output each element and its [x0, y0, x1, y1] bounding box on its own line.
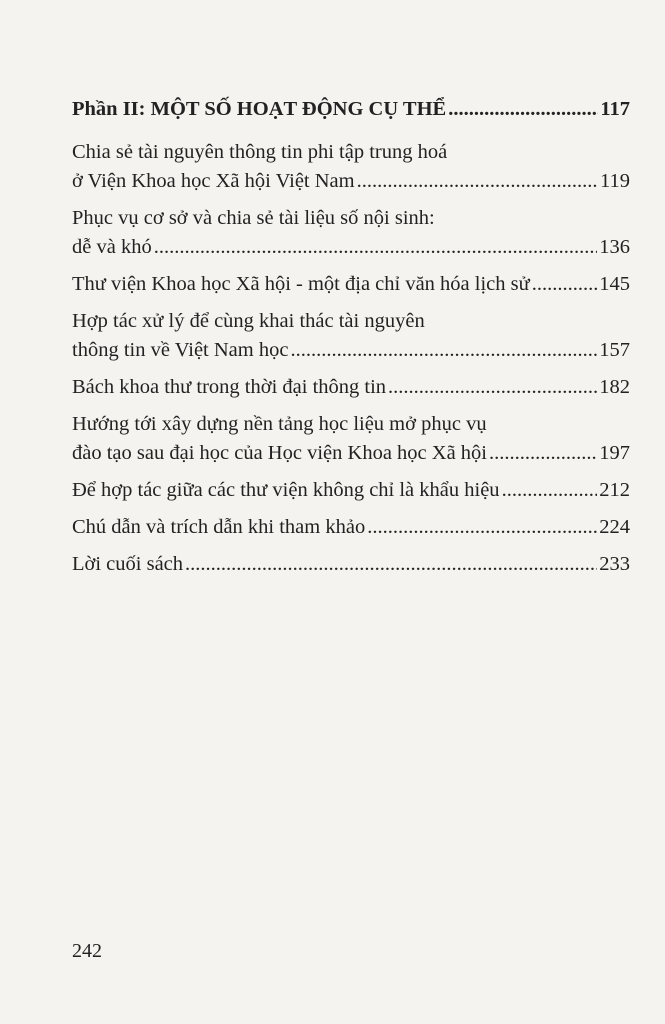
toc-entry — [72, 373, 630, 402]
entry-page: 233 — [599, 553, 630, 575]
entry-page: 119 — [600, 170, 630, 192]
entry-title: Bách khoa thư trong thời đại thông tin — [72, 376, 387, 398]
entry-title-line1: Phục vụ cơ sở và chia sẻ tài liệu số nội sinh: — [72, 207, 435, 229]
leader-dots — [290, 336, 597, 365]
leader-dots — [154, 233, 598, 262]
leader-dots — [357, 167, 598, 196]
toc-entry — [72, 307, 630, 365]
entry-page: 197 — [599, 442, 630, 464]
entry-title-line2: thông tin về Việt Nam học — [72, 339, 289, 361]
entry-title-line2: ở Viện Khoa học Xã hội Việt Nam — [72, 170, 355, 192]
entry-page: 145 — [599, 273, 630, 295]
leader-dots — [532, 270, 598, 299]
entry-title: Để hợp tác giữa các thư viện không chỉ là khẩu hiệu — [72, 479, 500, 501]
leader-dots — [489, 439, 597, 468]
table-of-contents — [72, 95, 630, 587]
toc-entry — [72, 476, 630, 505]
section-title: Phần II: MỘT SỐ HOẠT ĐỘNG CỤ THỂ — [72, 98, 447, 120]
toc-entry — [72, 270, 630, 299]
entry-page: 182 — [599, 376, 630, 398]
entry-page: 136 — [599, 236, 630, 258]
leader-dots — [367, 513, 597, 542]
entry-title-line1: Chia sẻ tài nguyên thông tin phi tập trung hoá — [72, 141, 448, 163]
toc-entry — [72, 410, 630, 468]
toc-entry — [72, 513, 630, 542]
entry-title: Chú dẫn và trích dẫn khi tham khảo — [72, 516, 366, 538]
toc-section-heading — [72, 95, 630, 124]
entry-page: 157 — [599, 339, 630, 361]
toc-entry — [72, 138, 630, 196]
leader-dots — [185, 550, 597, 579]
entry-page: 212 — [599, 479, 630, 501]
entry-title-line1: Hướng tới xây dựng nền tảng học liệu mở phục vụ — [72, 413, 487, 435]
page-number: 242 — [72, 940, 102, 962]
leader-dots — [448, 95, 598, 124]
toc-entry — [72, 204, 630, 262]
entry-title-line2: dễ và khó — [72, 236, 152, 258]
entry-title: Thư viện Khoa học Xã hội - một địa chỉ văn hóa lịch sử — [72, 273, 530, 295]
entry-title-line1: Hợp tác xử lý để cùng khai thác tài nguyên — [72, 310, 425, 332]
leader-dots — [502, 476, 598, 505]
toc-entry — [72, 550, 630, 579]
leader-dots — [388, 373, 597, 402]
entry-title-line2: đào tạo sau đại học của Học viện Khoa học Xã hội — [72, 442, 487, 464]
entry-page: 224 — [599, 516, 630, 538]
entry-title: Lời cuối sách — [72, 553, 184, 575]
section-page: 117 — [600, 98, 630, 120]
